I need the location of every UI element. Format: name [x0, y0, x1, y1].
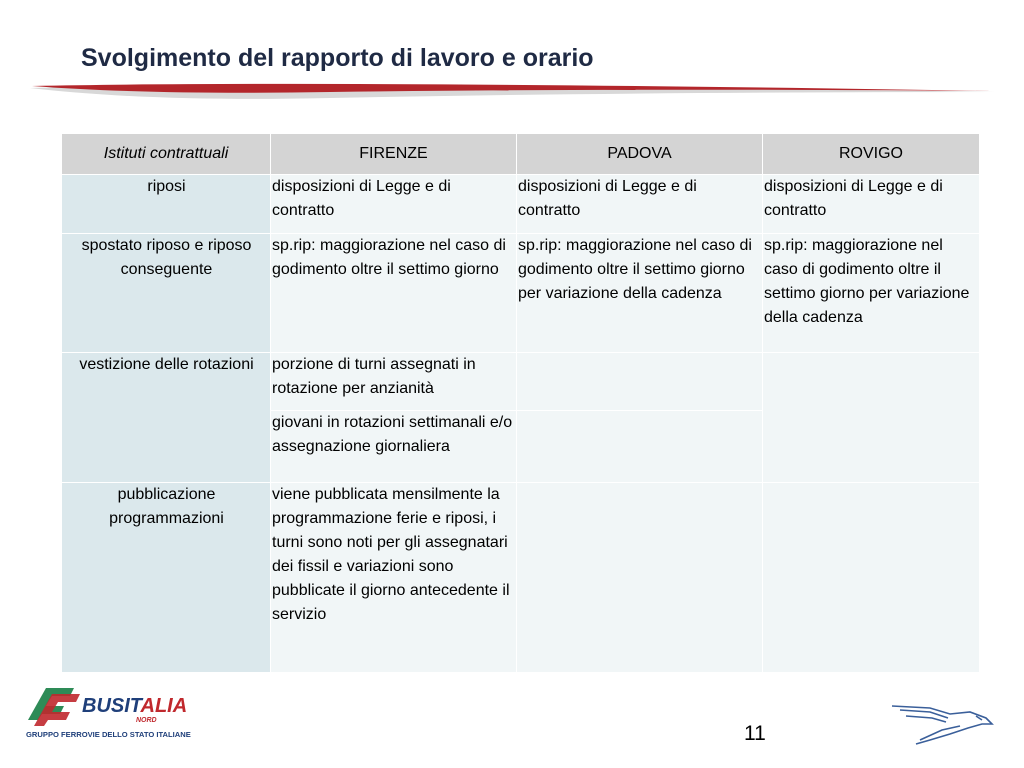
- cell-firenze: viene pubblicata mensilmente la programmazione ferie e riposi, i turni sono noti per gli assegnatari dei fissil e variazioni sono pubblicate il giorno antecedente il servizio: [271, 483, 517, 673]
- column-header-padova: PADOVA: [517, 134, 763, 175]
- svg-text:NORD: NORD: [136, 717, 157, 724]
- cell-firenze: disposizioni di Legge e di contratto: [271, 175, 517, 234]
- cell-rovigo: [763, 483, 980, 673]
- row-label-spostato-riposo: spostato riposo e riposo conseguente: [62, 234, 271, 353]
- page-number: 11: [744, 722, 766, 745]
- title-underline-swoosh: [30, 78, 995, 106]
- cell-rovigo: [763, 353, 980, 483]
- table-row: [62, 234, 980, 353]
- row-label-vestizione: vestizione delle rotazioni: [62, 353, 271, 483]
- page-title: Svolgimento del rapporto di lavoro e orario: [81, 44, 594, 72]
- table-row: [62, 483, 980, 673]
- cell-padova: [517, 353, 763, 411]
- cell-padova: [517, 411, 763, 483]
- row-label-riposi: riposi: [62, 175, 271, 234]
- bird-icon: [890, 700, 994, 748]
- cell-padova: disposizioni di Legge e di contratto: [517, 175, 763, 234]
- cell-rovigo: sp.rip: maggiorazione nel caso di godimento oltre il settimo giorno per variazione della cadenza: [763, 234, 980, 353]
- cell-firenze: sp.rip: maggiorazione nel caso di godimento oltre il settimo giorno: [271, 234, 517, 353]
- table-row: [62, 175, 980, 234]
- cell-rovigo: disposizioni di Legge e di contratto: [763, 175, 980, 234]
- cell-firenze: giovani in rotazioni settimanali e/o assegnazione giornaliera: [271, 411, 517, 483]
- row-label-pubblicazione: pubblicazione programmazioni: [62, 483, 271, 673]
- table-header-row: [62, 134, 980, 175]
- cell-firenze: porzione di turni assegnati in rotazione per anzianità: [271, 353, 517, 411]
- cell-padova: [517, 483, 763, 673]
- column-header-firenze: FIRENZE: [271, 134, 517, 175]
- column-header-istituti: Istituti contrattuali: [62, 134, 271, 175]
- column-header-rovigo: ROVIGO: [763, 134, 980, 175]
- contract-table: [61, 133, 980, 673]
- cell-padova: sp.rip: maggiorazione nel caso di godimento oltre il settimo giorno per variazione della cadenza: [517, 234, 763, 353]
- svg-text:GRUPPO FERROVIE DELLO STATO IT: GRUPPO FERROVIE DELLO STATO ITALIANE: [26, 730, 191, 739]
- svg-text:BUSITALIA: BUSITALIA: [82, 695, 188, 717]
- busitalia-logo: [24, 682, 224, 742]
- table-row: [62, 353, 980, 411]
